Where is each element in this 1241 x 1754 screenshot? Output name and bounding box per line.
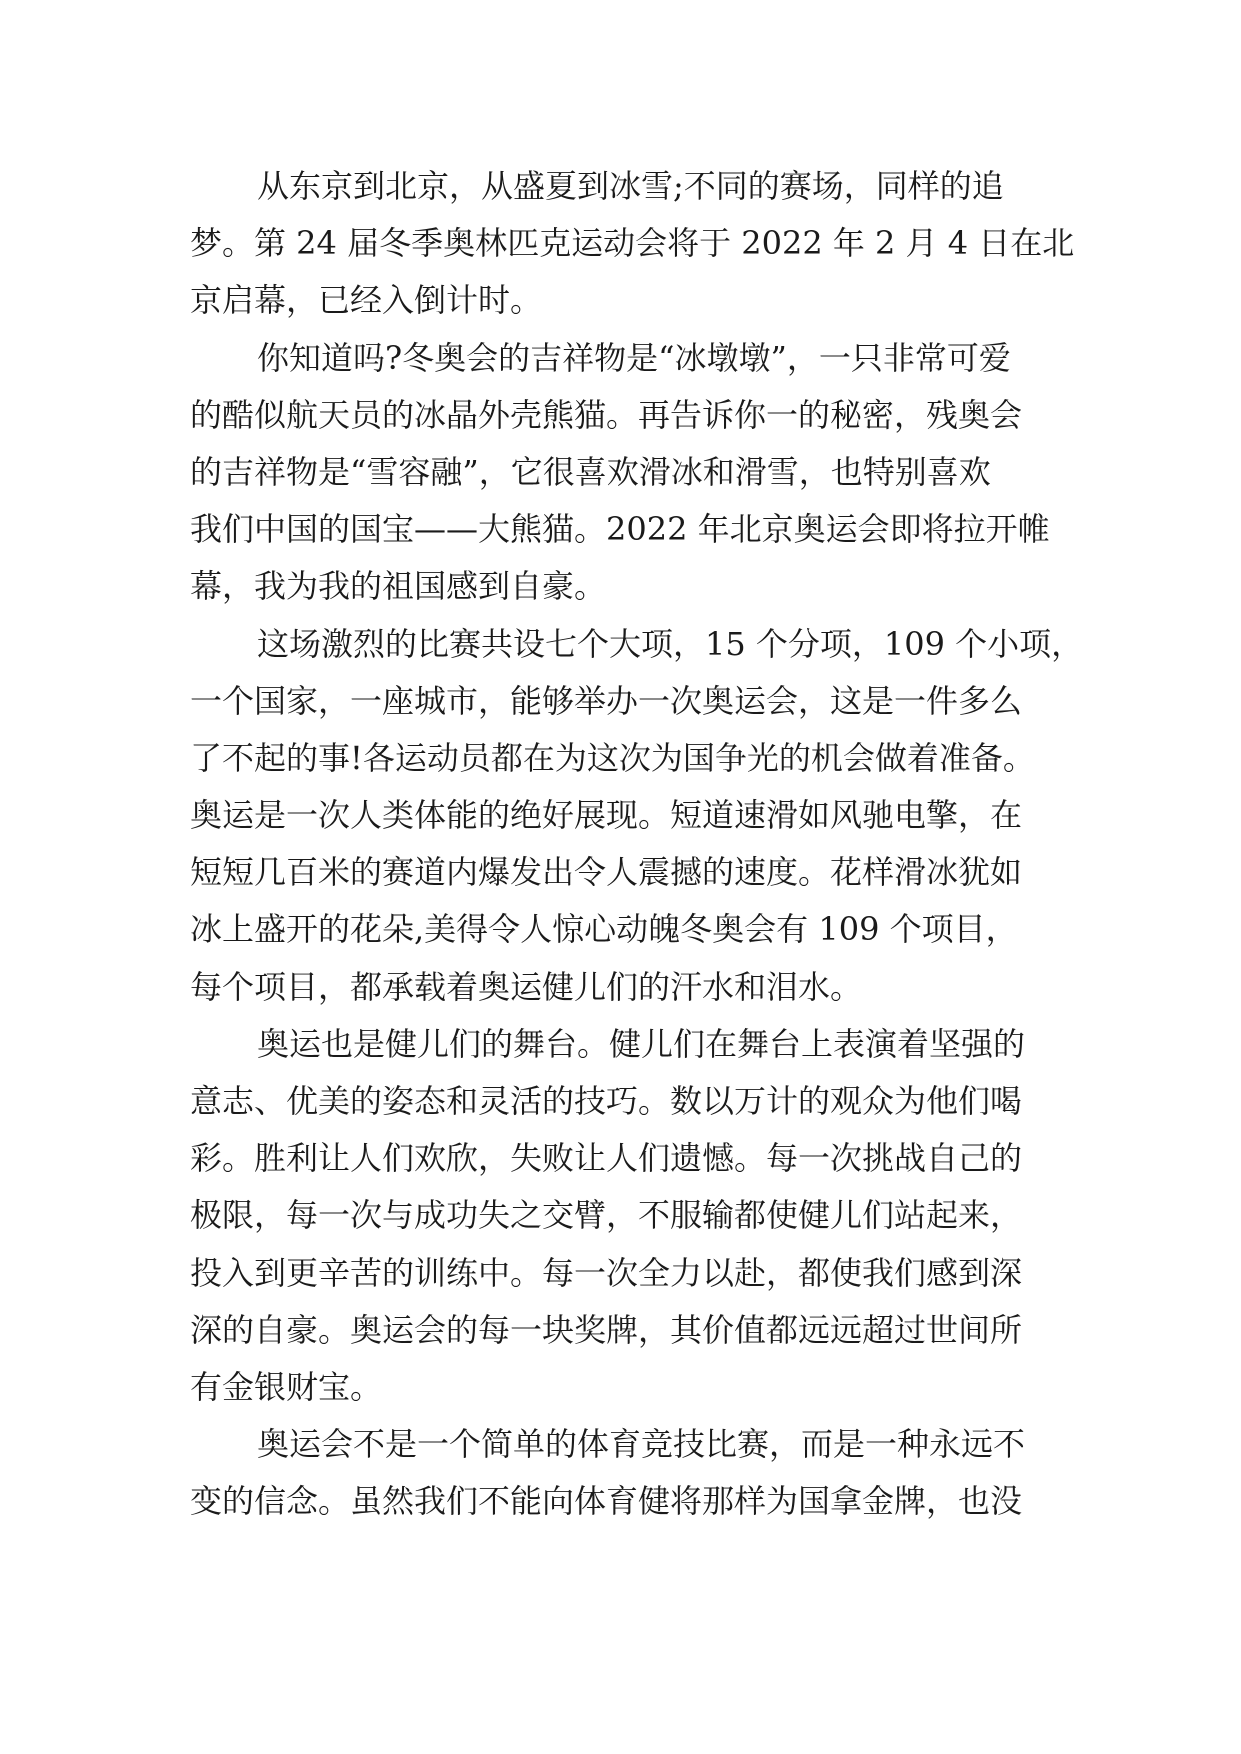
paragraph xyxy=(190,158,1075,330)
text-line: 深的自豪。奥运会的每一块奖牌，其价值都远远超过世间所 xyxy=(190,1310,1023,1349)
text-line: 京启幕，已经入倒计时。 xyxy=(190,281,543,320)
paragraph xyxy=(190,1016,1070,1416)
text-line: 了不起的事!各运动员都在为这次为国争光的机会做着准备。 xyxy=(190,738,1035,777)
text-line: 我们中国的国宝——大熊猫。2022 年北京奥运会即将拉开帷 xyxy=(190,510,1050,549)
text-line: 有金银财宝。 xyxy=(190,1367,383,1406)
text-line: 奥运也是健儿们的舞台。健儿们在舞台上表演着坚强的 xyxy=(257,1024,1026,1063)
text-line: 的酷似航天员的冰晶外壳熊猫。再告诉你一的秘密，残奥会 xyxy=(190,395,1023,434)
text-line: 变的信念。虽然我们不能向体育健将那样为国拿金牌，也没 xyxy=(190,1482,1023,1521)
text-line: 意志、优美的姿态和灵活的技巧。数以万计的观众为他们喝 xyxy=(190,1082,1023,1120)
text-line: 奥运是一次人类体能的绝好展现。短道速滑如风驰电擎，在 xyxy=(190,796,1023,835)
text-line: 投入到更辛苦的训练中。每一次全力以赴，都使我们感到深 xyxy=(190,1253,1023,1292)
paragraph xyxy=(190,616,1084,1016)
text-line: 从东京到北京，从盛夏到冰雪;不同的赛场，同样的追 xyxy=(257,167,1004,205)
text-line: 这场激烈的比赛共设七个大项，15 个分项，109 个小项， xyxy=(257,624,1084,663)
paragraph xyxy=(190,1416,1070,1530)
paragraph xyxy=(190,330,1070,616)
text-line: 奥运会不是一个简单的体育竞技比赛，而是一种永远不 xyxy=(257,1425,1026,1464)
text-line: 每个项目，都承载着奥运健儿们的汗水和泪水。 xyxy=(190,967,863,1006)
text-line: 幕，我为我的祖国感到自豪。 xyxy=(190,567,607,606)
document-body xyxy=(190,158,1084,1531)
text-line: 一个国家，一座城市，能够举办一次奥运会，这是一件多么 xyxy=(190,681,1023,720)
text-line: 极限，每一次与成功失之交臂，不服输都使健儿们站起来， xyxy=(190,1196,1023,1235)
text-line: 冰上盛开的花朵,美得令人惊心动魄冬奥会有 109 个项目， xyxy=(190,910,1018,949)
text-line: 的吉祥物是“雪容融”，它很喜欢滑冰和滑雪，也特别喜欢 xyxy=(190,452,991,491)
text-line: 短短几百米的赛道内爆发出令人震撼的速度。花样滑冰犹如 xyxy=(190,853,1023,892)
text-line: 你知道吗?冬奥会的吉祥物是“冰墩墩”，一只非常可爱 xyxy=(257,338,1011,377)
text-line: 梦。第 24 届冬季奥林匹克运动会将于 2022 年 2 月 4 日在北 xyxy=(190,224,1075,263)
text-line: 彩。胜利让人们欢欣，失败让人们遗憾。每一次挑战自己的 xyxy=(190,1139,1023,1178)
